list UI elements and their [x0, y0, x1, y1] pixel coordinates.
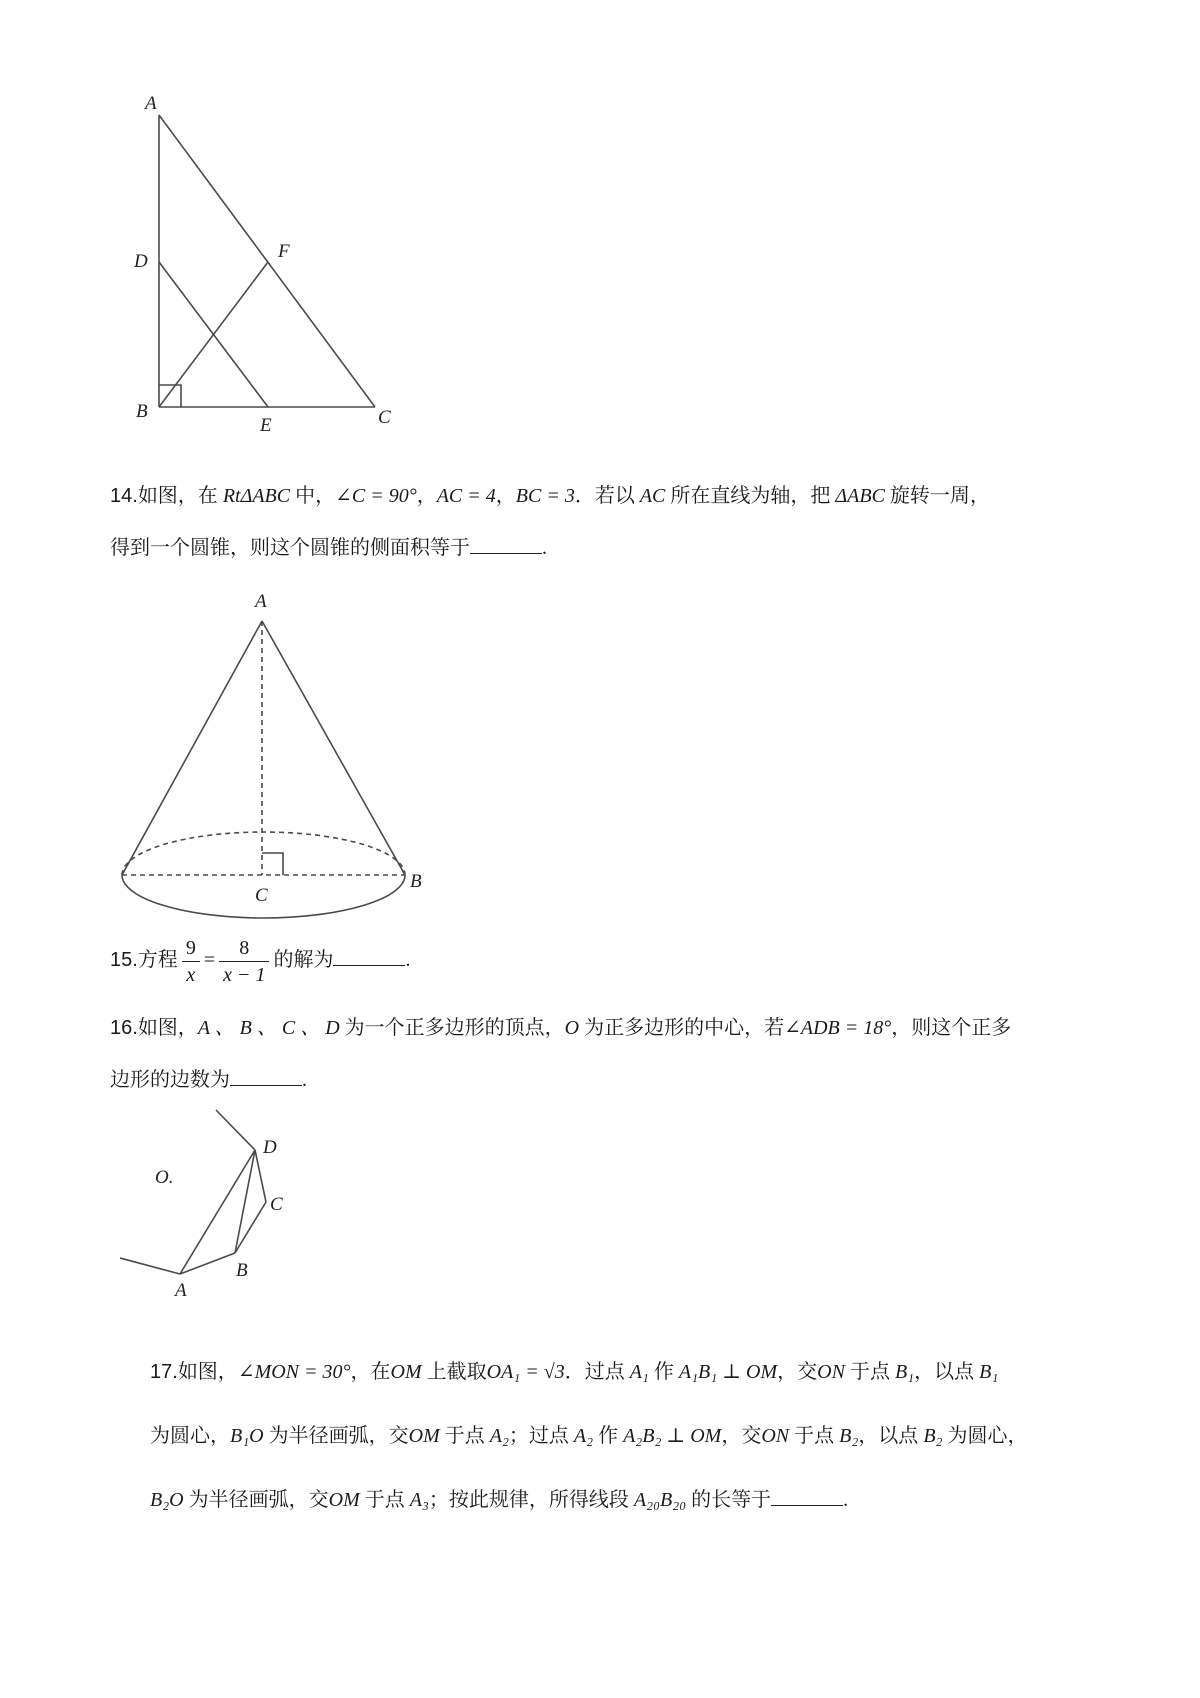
q14-text: 旋转一周，	[884, 485, 990, 507]
question-14	[110, 470, 1110, 574]
label-B: B	[236, 1260, 248, 1281]
q17-math: A₂B₂ ⊥ OM	[623, 1425, 722, 1447]
q17-math: B₂	[923, 1425, 943, 1447]
answer-blank	[333, 943, 405, 966]
q17-text: 于点	[439, 1425, 490, 1447]
label-D: D	[263, 1137, 277, 1158]
q15-text: 方程	[137, 949, 178, 972]
numerator: 9	[185, 937, 196, 959]
label-B: B	[136, 401, 148, 422]
q17-math: A₁	[629, 1361, 649, 1383]
q17-text: 为半径画弧，交	[183, 1489, 329, 1511]
q16-text: 如图，	[137, 1017, 198, 1039]
q14-math: AC = 4	[436, 485, 496, 507]
q17-text: 于点	[844, 1361, 895, 1383]
fraction-8-over-x-minus-1	[219, 935, 269, 988]
q17-text: 的长等于	[686, 1489, 772, 1511]
label-A: A	[255, 591, 267, 612]
q17-text: ，在	[350, 1361, 391, 1383]
q14-math: RtΔABC	[222, 485, 291, 507]
q17-math: ∠MON = 30°	[237, 1361, 351, 1383]
q17-math: A₂	[573, 1425, 594, 1447]
q17-text: ；按此规律，所得线段	[428, 1489, 634, 1511]
answer-blank	[771, 1483, 843, 1506]
q14-math: AC	[639, 485, 666, 507]
q17-text: .	[843, 1489, 849, 1511]
label-A: A	[145, 93, 157, 114]
q17-math: A₁B₁ ⊥ OM	[678, 1361, 778, 1383]
polygon-figure	[120, 1110, 320, 1310]
q14-text: ．若以	[574, 485, 640, 507]
q17-math: A₃	[409, 1489, 429, 1511]
q16-text: 为一个正多边形的顶点，	[339, 1017, 565, 1039]
q14-text: .	[542, 537, 547, 559]
question-number: 17.	[150, 1361, 178, 1383]
q17-text: ，交	[721, 1425, 762, 1447]
q17-text: 于点	[359, 1489, 410, 1511]
q14-text: 中，	[290, 485, 336, 507]
label-C: C	[378, 407, 391, 428]
q15-text: .	[405, 949, 411, 972]
label-B: B	[410, 871, 422, 892]
cone-figure	[110, 585, 430, 915]
q16-math: ∠ADB = 18°	[784, 1017, 892, 1039]
q17-text: 为圆心，	[150, 1425, 230, 1447]
label-O: O.	[155, 1167, 174, 1188]
q17-text: 为半径画弧，交	[263, 1425, 409, 1447]
q17-text: 作	[593, 1425, 624, 1447]
q17-math: OM	[390, 1361, 422, 1383]
q14-math: BC = 3	[515, 485, 575, 507]
q16-text: .	[302, 1069, 307, 1091]
q17-text: 如图，	[177, 1361, 238, 1383]
q14-math: ΔABC	[835, 485, 885, 507]
question-number: 16.	[110, 1017, 138, 1039]
q14-math: ∠C = 90°	[335, 485, 417, 507]
q17-math: B₂O	[150, 1489, 184, 1511]
q14-text: 如图，在	[137, 485, 223, 507]
q14-text: 所在直线为轴，把	[665, 485, 836, 507]
q17-math: B₁	[894, 1361, 915, 1383]
q17-text: ；过点	[508, 1425, 574, 1447]
label-E: E	[260, 415, 272, 436]
q17-math: A₂₀B₂₀	[633, 1489, 687, 1511]
q17-text: ，以点	[914, 1361, 980, 1383]
q16-math: A 、 B 、 C 、 D	[197, 1017, 340, 1039]
question-16	[110, 1002, 1110, 1106]
q17-math: OM	[328, 1489, 360, 1511]
q16-math: O	[564, 1017, 580, 1039]
q17-text: 作	[648, 1361, 679, 1383]
question-number: 14.	[110, 485, 138, 507]
denominator: x	[182, 961, 200, 988]
q15-text: 的解为	[273, 949, 334, 972]
q17-text: 为圆心，	[942, 1425, 1028, 1447]
q14-text: ，	[495, 485, 516, 507]
q14-text: ，	[416, 485, 437, 507]
q17-text: 上截取	[421, 1361, 487, 1383]
q17-math: ON	[817, 1361, 845, 1383]
q17-math: ON	[761, 1425, 790, 1447]
numerator: 8	[239, 937, 250, 959]
equals-sign: =	[203, 949, 216, 972]
q16-text: ，则这个正多	[891, 1017, 1012, 1039]
q17-text: ，交	[777, 1361, 818, 1383]
answer-blank	[230, 1063, 302, 1086]
q16-text: 为正多边形的中心，若	[579, 1017, 785, 1039]
q17-math: OA₁ = √3	[486, 1361, 565, 1383]
label-A: A	[175, 1280, 187, 1301]
q17-math: B₁	[979, 1361, 999, 1383]
question-17	[150, 1340, 1110, 1532]
fraction-9-over-x	[182, 935, 200, 988]
label-C: C	[270, 1194, 283, 1215]
question-15	[110, 935, 1110, 988]
q17-text: ，以点	[858, 1425, 924, 1447]
q17-math: OM	[408, 1425, 440, 1447]
q14-text: 得到一个圆锥，则这个圆锥的侧面积等于	[110, 537, 470, 559]
label-C: C	[255, 885, 268, 906]
label-F: F	[278, 241, 290, 262]
question-number: 15.	[110, 949, 138, 972]
triangle-figure	[110, 85, 410, 445]
denominator: x − 1	[219, 961, 269, 988]
q17-math: A₂	[489, 1425, 509, 1447]
q17-text: ．过点	[564, 1361, 630, 1383]
q17-text: 于点	[789, 1425, 840, 1447]
label-D: D	[134, 251, 148, 272]
q16-text: 边形的边数为	[110, 1069, 230, 1091]
q17-math: B₂	[839, 1425, 859, 1447]
answer-blank	[470, 531, 542, 554]
q17-math: B₁O	[230, 1425, 264, 1447]
